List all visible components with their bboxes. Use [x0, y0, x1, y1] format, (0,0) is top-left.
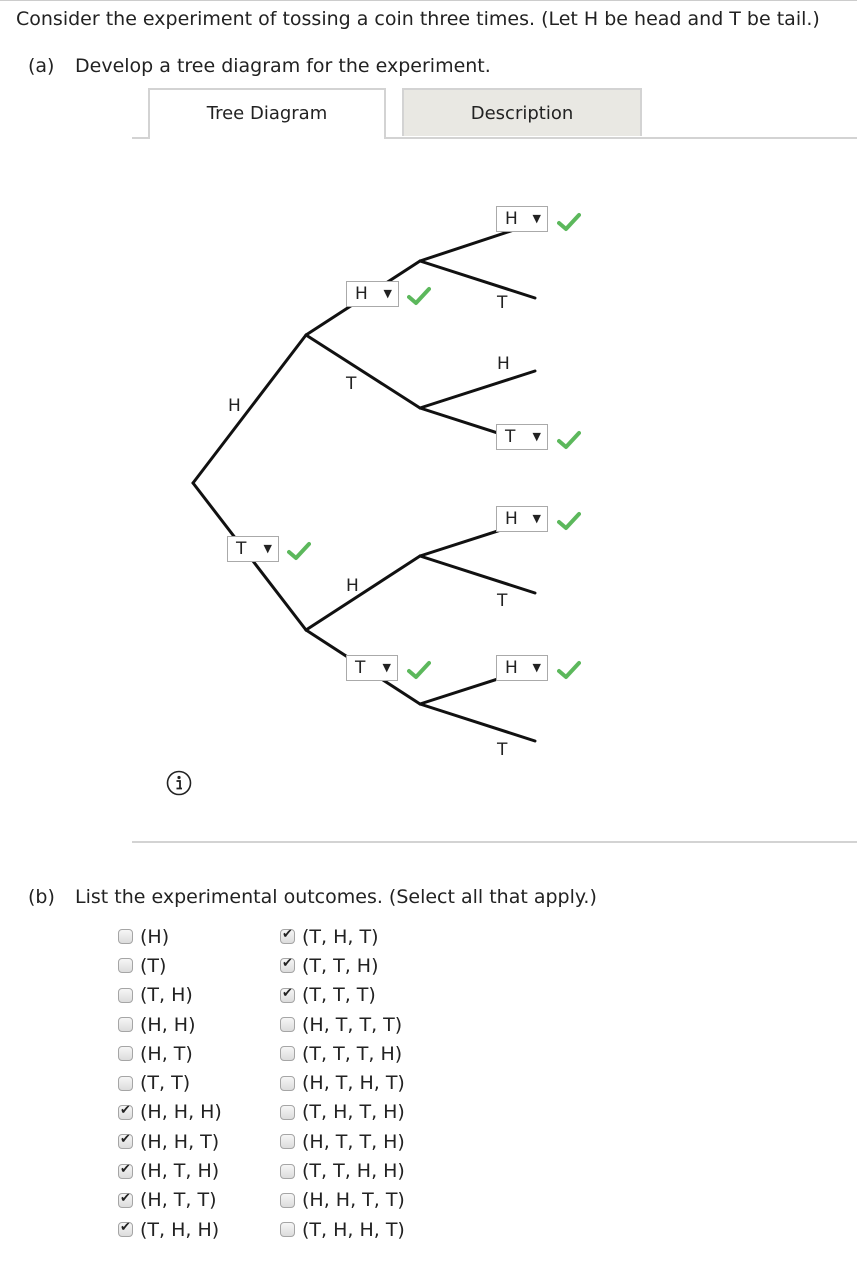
- label-t-stage2-upper: T: [346, 374, 357, 394]
- outcome-option[interactable]: [280, 1156, 405, 1185]
- dropdown-stage2-t[interactable]: [346, 655, 398, 681]
- outcome-label: (H, T, H, T): [302, 1072, 405, 1095]
- outcome-checkbox[interactable]: [280, 1046, 295, 1061]
- dropdown-value: T: [355, 658, 366, 678]
- outcome-label: (H, H, H): [140, 1101, 222, 1124]
- dropdown-value: T: [505, 427, 516, 447]
- chevron-down-icon: ▼: [532, 512, 541, 525]
- outcome-checkbox[interactable]: [280, 1222, 295, 1237]
- outcome-label: (T, T, H): [302, 954, 379, 977]
- outcome-option[interactable]: [118, 1098, 222, 1127]
- outcome-checkbox[interactable]: [280, 1134, 295, 1149]
- outcome-label: (H, T, T): [140, 1189, 217, 1212]
- dropdown-stage3-hh[interactable]: [496, 206, 548, 232]
- outcomes-column-1: [118, 922, 222, 1244]
- info-icon[interactable]: [166, 770, 192, 796]
- chevron-down-icon: ▼: [532, 661, 541, 674]
- top-divider: [0, 0, 857, 1]
- outcome-checkbox[interactable]: [118, 988, 133, 1003]
- check-icon: [407, 660, 431, 680]
- outcome-checkbox[interactable]: [118, 1046, 133, 1061]
- dropdown-stage3-ht[interactable]: [496, 424, 548, 450]
- check-icon: [287, 541, 311, 561]
- branch-hh-t: [420, 261, 535, 298]
- outcome-option[interactable]: [118, 1186, 222, 1215]
- outcome-checkbox[interactable]: [118, 1076, 133, 1091]
- tab-tree-diagram[interactable]: Tree Diagram: [148, 88, 386, 139]
- outcome-label: (H, T, H): [140, 1160, 220, 1183]
- outcome-checkbox[interactable]: [280, 1105, 295, 1120]
- outcome-label: (T, T, T, H): [302, 1042, 403, 1065]
- outcome-option[interactable]: [280, 1098, 405, 1127]
- outcome-checkbox[interactable]: [280, 1017, 295, 1032]
- outcome-checkbox[interactable]: [280, 929, 295, 944]
- outcome-option[interactable]: [118, 1127, 222, 1156]
- outcome-option[interactable]: [280, 1039, 405, 1068]
- branch-t-h: [306, 556, 420, 630]
- branch-tt-t: [420, 704, 535, 741]
- outcome-option[interactable]: [118, 1068, 222, 1097]
- question-text: Consider the experiment of tossing a coin three times. (Let H be head and T be tail.): [16, 8, 820, 30]
- label-h-stage2-lower: H: [346, 576, 359, 596]
- outcome-label: (H, T, T, T): [302, 1013, 403, 1036]
- outcome-checkbox[interactable]: [280, 1193, 295, 1208]
- dropdown-value: H: [505, 209, 518, 229]
- dropdown-value: H: [505, 658, 518, 678]
- chevron-down-icon: ▼: [263, 542, 272, 555]
- outcome-label: (H, T): [140, 1042, 193, 1065]
- outcome-label: (H): [140, 925, 170, 948]
- outcome-label: (T, H): [140, 984, 193, 1007]
- outcome-checkbox[interactable]: [118, 1193, 133, 1208]
- tab-description[interactable]: Description: [402, 88, 642, 136]
- outcome-label: (H, H, T): [140, 1130, 220, 1153]
- outcome-option[interactable]: [118, 981, 222, 1010]
- outcome-option[interactable]: [280, 1186, 405, 1215]
- chevron-down-icon: ▼: [382, 661, 391, 674]
- outcome-option[interactable]: [118, 1010, 222, 1039]
- outcome-label: (T, T): [140, 1072, 191, 1095]
- part-a-heading: [28, 55, 491, 77]
- outcome-label: (H, H, T, T): [302, 1189, 405, 1212]
- tree-branches: [0, 140, 857, 800]
- label-t-stage3-1: T: [497, 293, 508, 313]
- branch-ht-h: [420, 371, 535, 408]
- check-icon: [557, 511, 581, 531]
- outcome-checkbox[interactable]: [118, 1105, 133, 1120]
- label-h-stage3-2: H: [497, 354, 510, 374]
- outcome-label: (T, H, H, T): [302, 1218, 405, 1241]
- outcome-option[interactable]: [118, 1215, 222, 1244]
- part-b-heading: [28, 886, 597, 908]
- outcome-checkbox[interactable]: [280, 1164, 295, 1179]
- dropdown-value: H: [355, 284, 368, 304]
- outcome-option[interactable]: [280, 1068, 405, 1097]
- outcome-option[interactable]: [118, 951, 222, 980]
- tree-diagram: [0, 140, 857, 800]
- outcome-checkbox[interactable]: [118, 1017, 133, 1032]
- part-a-label: (a): [28, 55, 55, 77]
- dropdown-stage1-t[interactable]: [227, 536, 279, 562]
- outcome-label: (T, T, H, H): [302, 1160, 405, 1183]
- part-a-text: Develop a tree diagram for the experiment.: [75, 55, 491, 77]
- outcome-label: (T, H, T, H): [302, 1101, 405, 1124]
- chevron-down-icon: ▼: [383, 287, 392, 300]
- part-b-text: List the experimental outcomes. (Select all that apply.): [75, 886, 597, 908]
- outcome-checkbox[interactable]: [280, 988, 295, 1003]
- check-icon: [557, 430, 581, 450]
- outcome-label: (H, T, T, H): [302, 1130, 405, 1153]
- outcome-option[interactable]: [280, 922, 405, 951]
- outcome-label: (H, H): [140, 1013, 196, 1036]
- label-t-stage3-4: T: [497, 740, 508, 760]
- outcome-label: (T, H, H): [140, 1218, 220, 1241]
- dropdown-stage2-h[interactable]: [346, 281, 399, 307]
- branch-th-t: [420, 556, 535, 593]
- outcomes-column-2: [280, 922, 405, 1244]
- dropdown-stage3-tt[interactable]: [496, 655, 548, 681]
- label-t-stage3-3: T: [497, 591, 508, 611]
- outcome-label: (T, H, T): [302, 925, 379, 948]
- chevron-down-icon: ▼: [532, 212, 541, 225]
- outcome-option[interactable]: [280, 1215, 405, 1244]
- outcome-checkbox[interactable]: [118, 929, 133, 944]
- part-b-label: (b): [28, 886, 55, 908]
- outcome-option[interactable]: [118, 1156, 222, 1185]
- dropdown-stage3-th[interactable]: [496, 506, 548, 532]
- outcome-checkbox[interactable]: [118, 1222, 133, 1237]
- outcome-option[interactable]: [280, 951, 405, 980]
- outcome-option[interactable]: [280, 1127, 405, 1156]
- chevron-down-icon: ▼: [532, 430, 541, 443]
- dropdown-value: H: [505, 509, 518, 529]
- label-h-stage1: H: [228, 396, 241, 416]
- branch-h-t: [306, 335, 420, 408]
- outcome-option[interactable]: [280, 981, 405, 1010]
- diagram-bottom-divider: [132, 841, 857, 843]
- outcome-option[interactable]: [118, 922, 222, 951]
- outcome-checkbox[interactable]: [280, 1076, 295, 1091]
- dropdown-value: T: [236, 539, 247, 559]
- outcome-checkbox[interactable]: [280, 958, 295, 973]
- branch-root-h: [193, 335, 306, 483]
- outcome-label: (T, T, T): [302, 984, 376, 1007]
- outcome-checkbox[interactable]: [118, 958, 133, 973]
- check-icon: [557, 212, 581, 232]
- outcome-label: (T): [140, 954, 167, 977]
- check-icon: [407, 286, 431, 306]
- outcome-checkbox[interactable]: [118, 1134, 133, 1149]
- outcome-option[interactable]: [280, 1010, 405, 1039]
- outcome-option[interactable]: [118, 1039, 222, 1068]
- check-icon: [557, 660, 581, 680]
- outcome-checkbox[interactable]: [118, 1164, 133, 1179]
